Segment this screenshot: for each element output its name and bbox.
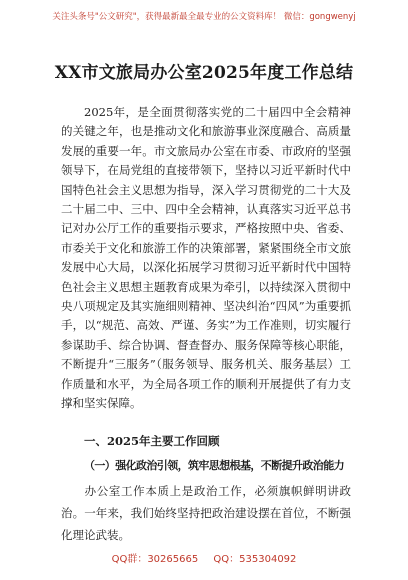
tail-text: 办公室工作本质上是政治工作，必须旗帜鲜明讲政治。一年来，我们始终坚持把政治建设摆在首位，不断强化理论武装。 xyxy=(61,484,351,542)
section-heading: 一、2025年主要工作回顾 xyxy=(84,434,220,448)
intro-text: 2025年，是全面贯彻落实党的二十届四中全会精神的关键之年，也是推动文化和旅游事业深度融合、高质量发展的重要一年。市文旅局办公室在市委、市政府的坚强领导下，在局党组的直接带领下，坚持以习近平新时代中国特色社会主义思想为指导，深入学习贯彻党的二十大及二十届二中、三中、四中全会精神，认真落实习近平总书记对办公厅工作的重要指示要求，严格按照中央、省委、市委关于文化和旅游工作的决策部署，紧紧围绕全市文旅发展中心大局，以深化拓展学习贯彻习近平新时代中国特色社会主义思想主题教育成果为牵引，以持续深入贯彻中央八项规定及其实施细则精神、坚决纠治“四风”为重要抓手，以“规范、高效、严谨、务实”为工作准则，切实履行参谋助手、综合协调、督查督办、服务保障等核心职能，不断提升“三服务”（服务领导、服务机关、服务基层）工作质量和水平，为全局各项工作的顺利开展提供了有力支撑和坚实保障。 xyxy=(61,105,351,411)
footer xyxy=(0,550,408,565)
tail-paragraph xyxy=(61,480,351,546)
sub-heading: （一）强化政治引领，筑牢思想根基，不断提升政治能力 xyxy=(84,459,344,472)
footer-qq-group: QQ群：30265665 xyxy=(111,554,199,565)
intro-paragraph xyxy=(61,103,351,414)
document-title: XX市文旅局办公室2025年度工作总结 xyxy=(54,63,354,83)
footer-qq: QQ：535304092 xyxy=(213,554,297,565)
header-note: 关注头条号"公文研究"，获得最新最全最专业的公文资料库！ 微信：gongwenyj xyxy=(52,12,356,22)
